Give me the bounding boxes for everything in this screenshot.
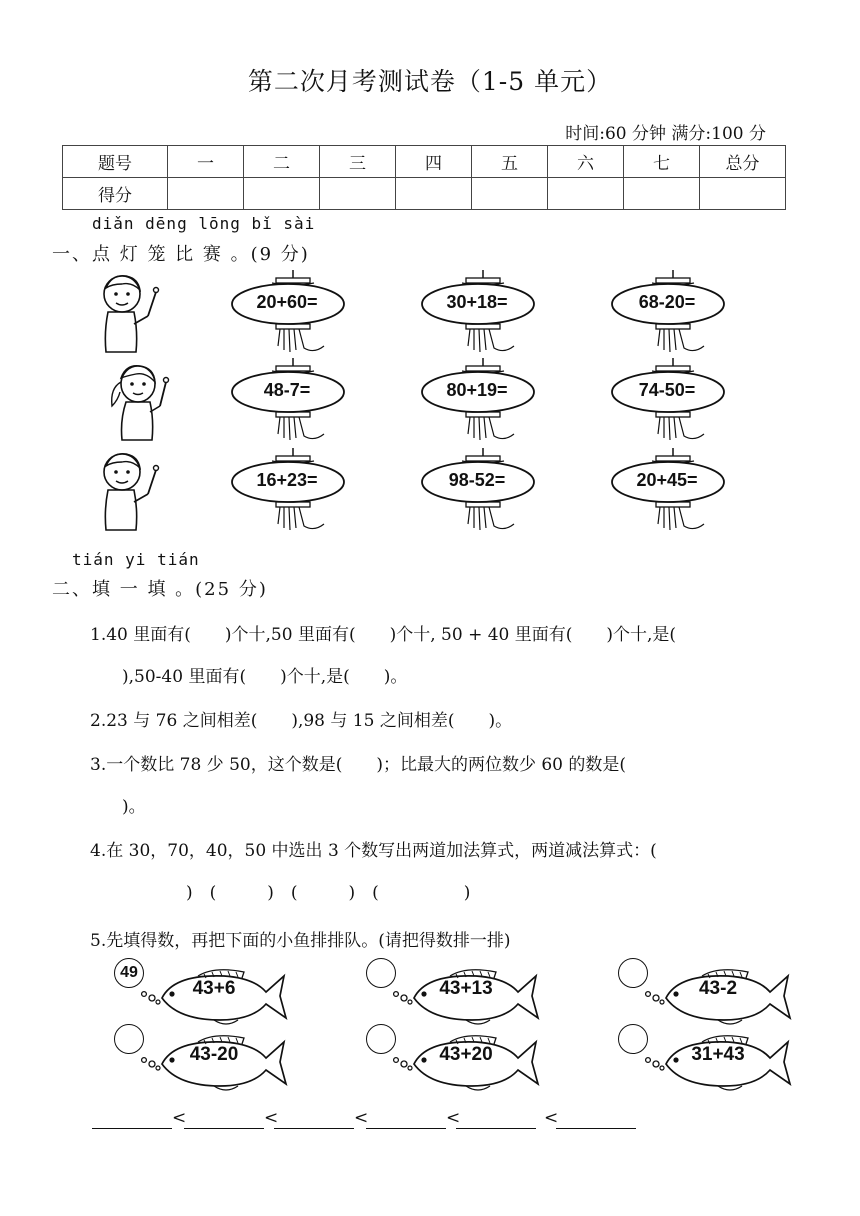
lantern-expression: 20+45=: [636, 470, 698, 490]
score-table-header-row: [63, 146, 786, 178]
fish: [386, 1030, 546, 1094]
score-cell[interactable]: [548, 178, 624, 210]
lantern: [418, 448, 548, 536]
lantern: [418, 270, 548, 358]
header-cell: 六: [548, 146, 624, 178]
order-blank[interactable]: [456, 1127, 536, 1129]
question-4-line-2: ) ( ) ( ) ( ): [186, 883, 471, 903]
lantern: [228, 448, 358, 536]
fish-expression: 43+6: [192, 978, 236, 999]
order-blank[interactable]: [556, 1127, 636, 1129]
question-3-line-1: 3.一个数比 78 少 50，这个数是( )；比最大的两位数少 60 的数是(: [90, 755, 627, 775]
score-cell[interactable]: [472, 178, 548, 210]
score-cell[interactable]: [320, 178, 396, 210]
lantern: [418, 358, 548, 446]
boy-illustration-1: [98, 272, 162, 356]
header-cell: 总分: [700, 146, 786, 178]
less-than-sign: <: [264, 1108, 279, 1128]
order-blank[interactable]: [92, 1127, 172, 1129]
score-table: [62, 145, 786, 210]
lantern-expression: 68-20=: [638, 292, 696, 312]
header-cell: 题号: [63, 146, 168, 178]
lantern-expression: 16+23=: [256, 470, 318, 490]
less-than-sign: <: [446, 1108, 461, 1128]
question-2: 2.23 与 76 之间相差( ),98 与 15 之间相差( )。: [90, 711, 513, 731]
less-than-sign: <: [354, 1108, 369, 1128]
order-blank[interactable]: [184, 1127, 264, 1129]
header-cell: 三: [320, 146, 396, 178]
boy-illustration-2: [98, 450, 162, 534]
fish-expression: 43+20: [439, 1044, 493, 1065]
order-blank[interactable]: [366, 1127, 446, 1129]
question-1-line-2: ),50-40 里面有( )个十,是( )。: [122, 667, 408, 687]
question-3-line-2: )。: [122, 797, 146, 817]
fish-expression: 43-2: [698, 978, 738, 999]
score-cell[interactable]: [624, 178, 700, 210]
header-cell: 一: [168, 146, 244, 178]
lantern-expression: 74-50=: [638, 380, 696, 400]
header-cell: 二: [244, 146, 320, 178]
score-cell[interactable]: [168, 178, 244, 210]
fish: [386, 964, 546, 1028]
girl-illustration: [108, 360, 172, 444]
question-1-line-1: 1.40 里面有( )个十,50 里面有( )个十, 50 + 40 里面有( )个十,是(: [90, 625, 677, 645]
section1-pinyin: diǎn dēng lōng bǐ sài: [92, 214, 316, 233]
lantern-expression: 20+60=: [256, 292, 318, 312]
header-cell: 五: [472, 146, 548, 178]
order-blank[interactable]: [274, 1127, 354, 1129]
fish: [134, 1030, 294, 1094]
row-label: 得分: [63, 178, 168, 210]
lantern-expression: 48-7=: [263, 380, 311, 400]
fish-expression: 43-20: [189, 1044, 239, 1065]
fish: [638, 964, 798, 1028]
question-5: 5.先填得数，再把下面的小鱼排排队。(请把得数排一排): [90, 931, 511, 951]
less-than-sign: <: [172, 1108, 187, 1128]
section2-pinyin: tián yi tián: [72, 550, 200, 569]
score-table-score-row: [63, 178, 786, 210]
header-cell: 四: [396, 146, 472, 178]
fish: [134, 964, 294, 1028]
section2-heading: 二、填 一 填 。(25 分): [52, 579, 268, 600]
question-4-line-1: 4.在 30，70，40，50 中选出 3 个数写出两道加法算式，两道减法算式：(: [90, 841, 657, 861]
section1-heading: 一、点 灯 笼 比 赛 。(9 分): [52, 244, 310, 265]
fish: [638, 1030, 798, 1094]
fish-expression: 31+43: [691, 1044, 745, 1065]
lantern-expression: 30+18=: [446, 292, 508, 312]
answer-bubble[interactable]: 49: [114, 958, 144, 988]
lantern: [608, 270, 738, 358]
exam-meta: 时间:60 分钟 满分:100 分: [565, 124, 766, 144]
lantern: [228, 270, 358, 358]
lantern-expression: 98-52=: [448, 470, 506, 490]
score-cell[interactable]: [700, 178, 786, 210]
page-title: 第二次月考测试卷（1-5 单元）: [247, 67, 613, 96]
lantern: [228, 358, 358, 446]
score-cell[interactable]: [244, 178, 320, 210]
fish-expression: 43+13: [439, 978, 493, 999]
lantern: [608, 448, 738, 536]
score-cell[interactable]: [396, 178, 472, 210]
header-cell: 七: [624, 146, 700, 178]
lantern: [608, 358, 738, 446]
less-than-sign: <: [544, 1108, 559, 1128]
lantern-expression: 80+19=: [446, 380, 508, 400]
